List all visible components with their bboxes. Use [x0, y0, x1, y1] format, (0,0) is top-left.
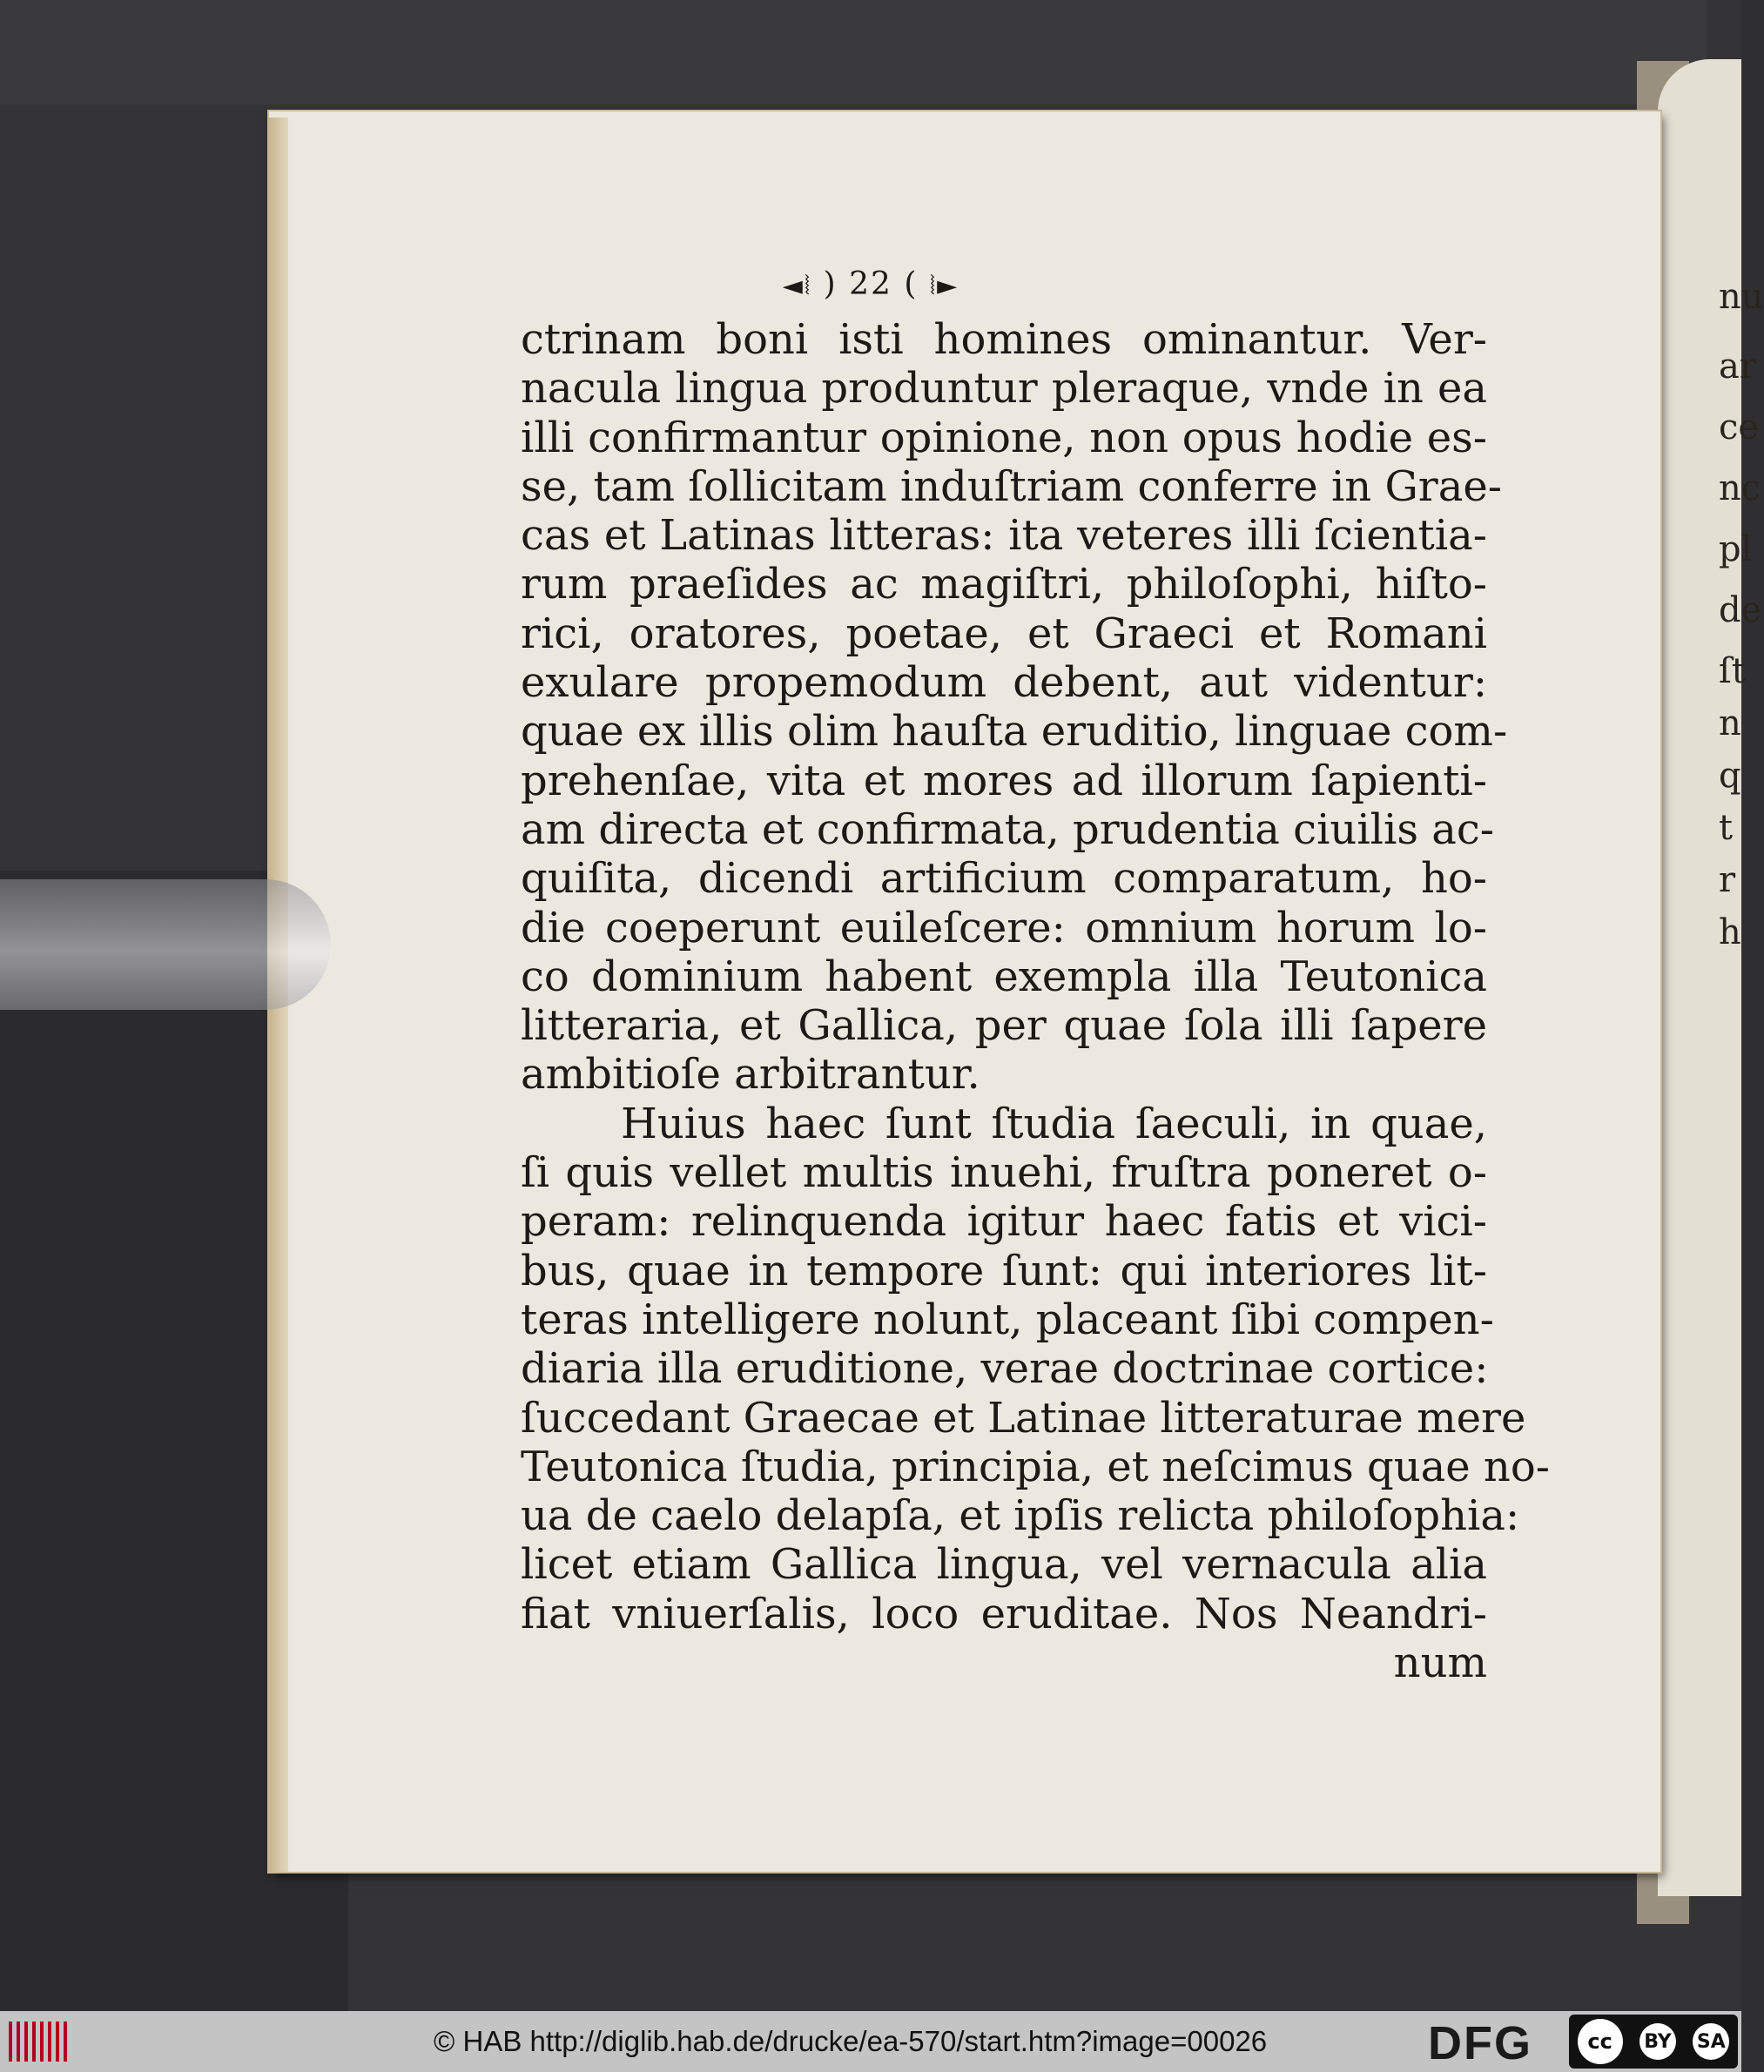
- text-line: ua de caelo delapſa, et ipſis relicta philoſophia:: [521, 1491, 1520, 1541]
- right-page-fragment: ce: [1719, 407, 1760, 447]
- right-page-fragment: n: [1719, 703, 1741, 743]
- text-line: teras intelligere nolunt, placeant ſibi compen-: [521, 1295, 1494, 1344]
- body-text: [521, 315, 1550, 1688]
- source-credit-link[interactable]: © HAB http://diglib.hab.de/drucke/ea-570/start.htm?image=00026: [434, 2025, 1268, 2057]
- right-facing-page: [1658, 59, 1764, 1896]
- catchword: num: [1393, 1638, 1487, 1688]
- text-line: die coeperunt euileſcere: omnium horum lo-: [521, 903, 1487, 952]
- text-line: Huius haec ſunt ſtudia ſaeculi, in quae,: [621, 1099, 1487, 1148]
- ornament-left-icon: ◄⦚: [782, 271, 812, 301]
- text-line: Teutonica ſtudia, principia, et neſcimus quae no-: [521, 1442, 1550, 1491]
- text-line: licet etiam Gallica lingua, vel vernacula alia: [521, 1540, 1487, 1590]
- dfg-logo[interactable]: DFG: [1428, 2017, 1532, 2069]
- right-page-fragment: de: [1719, 590, 1762, 630]
- text-line: exulare propemodum debent, aut videntur:: [521, 658, 1487, 708]
- text-line: prehenſae, vita et mores ad illorum ſapienti-: [521, 756, 1487, 805]
- sa-icon: SA: [1693, 2023, 1729, 2060]
- text-line: quiſita, dicendi artificium comparatum, ho-: [521, 854, 1487, 904]
- text-line: ambitioſe arbitrantur.: [521, 1050, 980, 1100]
- glass-clip: [0, 879, 331, 1010]
- page-header: [0, 266, 1741, 302]
- right-page-fragment: r: [1719, 860, 1736, 900]
- right-page-fragment: pl: [1719, 529, 1753, 569]
- cc-icon: cc: [1578, 2019, 1623, 2064]
- viewer-footer: [0, 2011, 1741, 2072]
- text-line: nacula lingua produntur pleraque, vnde in ea: [521, 364, 1487, 414]
- scan-background-upper: [0, 0, 1707, 104]
- text-line: illi confirmantur opinione, non opus hodie es-: [521, 413, 1487, 462]
- text-line: peram: relinquenda igitur haec fatis et vici-: [521, 1197, 1487, 1247]
- text-line: diaria illa eruditione, verae doctrinae cortice:: [521, 1344, 1489, 1394]
- text-line: litteraria, et Gallica, per quae ſola illi ſapere: [521, 1001, 1487, 1051]
- right-page-fragment: ſt: [1719, 651, 1746, 691]
- text-line: rici, oratores, poetae, et Graeci et Romani: [521, 609, 1487, 658]
- text-line: fiat vniuerſalis, loco eruditae. Nos Neandri-: [521, 1589, 1487, 1638]
- right-page-fragment: ar: [1719, 346, 1756, 387]
- text-line: bus, quae in tempore ſunt: qui interiores lit-: [521, 1246, 1487, 1295]
- right-page-fragment: nc: [1719, 468, 1761, 508]
- right-page-fragment: nu: [1719, 277, 1764, 317]
- text-line: co dominium habent exempla illa Teutonica: [521, 952, 1487, 1001]
- text-line: ctrinam boni isti homines ominantur. Ver-: [521, 315, 1487, 364]
- text-line: se, tam ſollicitam induſtriam conferre in Grae-: [521, 461, 1502, 511]
- page-number: ) 22 (: [823, 266, 919, 302]
- text-line: am directa et confirmata, prudentia ciuilis ac-: [521, 804, 1494, 854]
- ornament-right-icon: ⦚►: [929, 271, 959, 301]
- text-line: rum praeſides ac magiſtri, philoſophi, hiſto-: [521, 560, 1487, 609]
- text-line: ſi quis vellet multis inuehi, fruſtra poneret o-: [521, 1148, 1487, 1198]
- text-line: quae ex illis olim hauſta eruditio, linguae com-: [521, 707, 1508, 757]
- right-page-fragment: q: [1719, 756, 1741, 796]
- text-line: ſuccedant Graecae et Latinae litteraturae mere: [521, 1393, 1526, 1443]
- hab-barcode-logo-icon[interactable]: [9, 2022, 71, 2062]
- text-line: cas et Latinas litteras: ita veteres illi ſcientia-: [521, 511, 1487, 561]
- cc-license-badge[interactable]: [1569, 2015, 1738, 2069]
- right-page-fragment: t: [1719, 808, 1734, 848]
- right-page-fragment: h: [1719, 912, 1741, 952]
- by-icon: BY: [1639, 2023, 1676, 2060]
